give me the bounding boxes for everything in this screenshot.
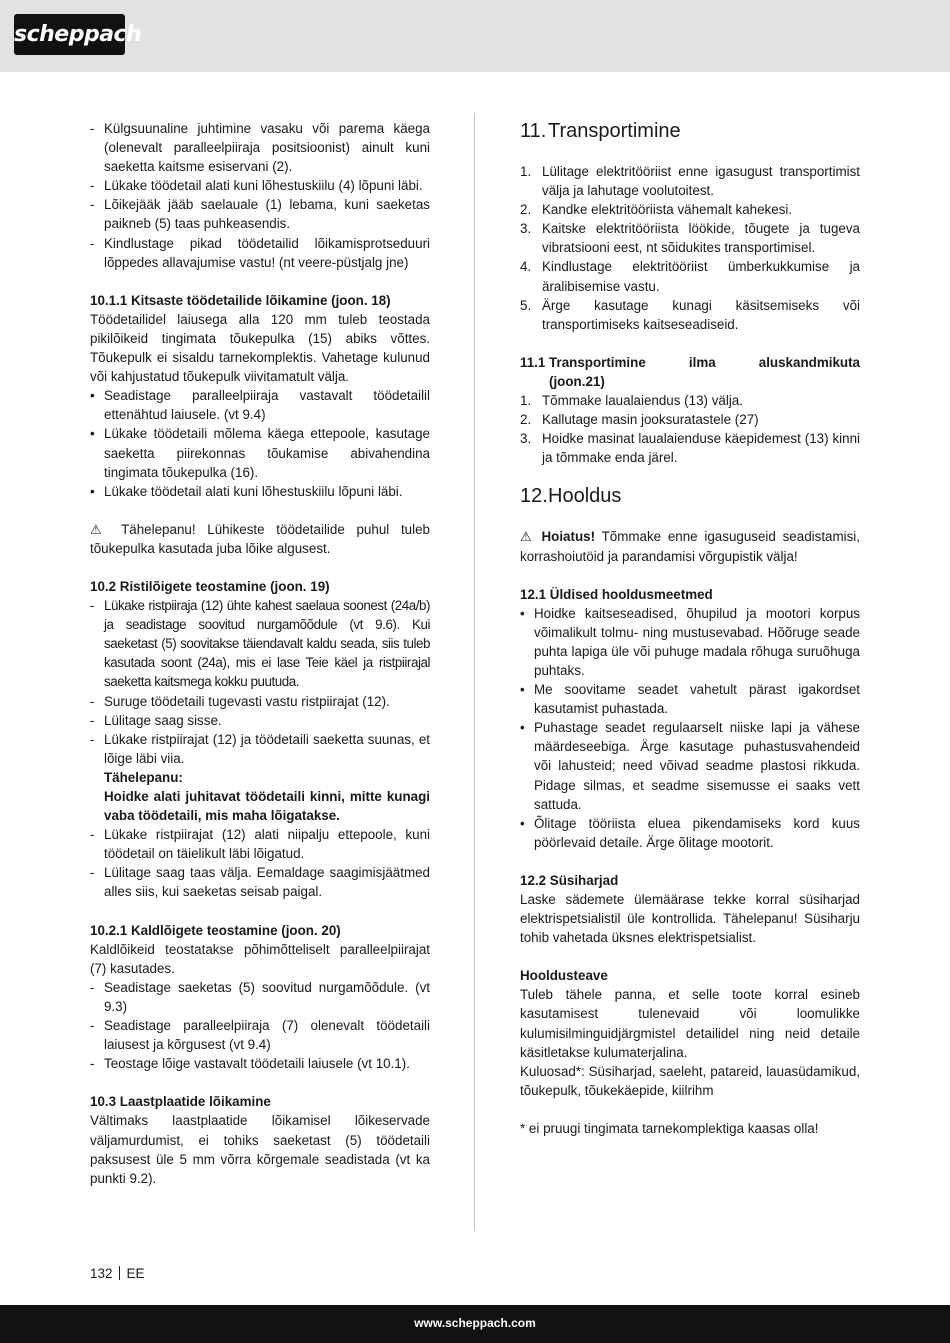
column-divider <box>474 113 475 1231</box>
list-item: • Puhastage seadet regulaarselt niiske lapi ja vähese määrdeseebiga. Ärge kasutage puhastusvahendeid või lahusteid; need võivad seadme plastosi rikkuda. Pidage silmas, et seadme sisemusse ei saaks vett sattuda. <box>520 718 860 813</box>
list-item: - Lükake ristpiirajat (12) ja töödetaili saeketta suunas, et lõige läbi viia. <box>90 730 430 768</box>
section-heading-10-1-1: 10.1.1 Kitsaste töödetailide lõikamine (joon. 18) <box>90 292 391 308</box>
heading-line-2: (joon.21) <box>549 373 605 389</box>
intro-list <box>90 119 430 272</box>
bullet-list <box>90 386 430 501</box>
list-item: • Õlitage tööriista eluea pikendamiseks kord kuus pöörlevaid detaile. Ärge õlitage mootorit. <box>520 814 860 852</box>
section-heading-12-1: 12.1 Üldised hooldusmeetmed <box>520 586 713 602</box>
heading-word: ilma <box>688 354 716 370</box>
list-item: 4. Kindlustage elektritööriist ümberkukkumise ja äralibisemise vastu. <box>520 257 860 295</box>
section-heading-10-3: 10.3 Laastplaatide lõikamine <box>90 1094 271 1110</box>
warning-text: Tõmmake enne igasuguseid seadistamisi, korrashoiutöid ja parandamisi võrgupistik välja! <box>520 529 861 564</box>
warning-note <box>520 527 860 565</box>
section-title: Hooldus <box>548 485 622 508</box>
list-item: - Seadistage saeketas (5) soovitud nurgamõõdule. (vt 9.3) <box>90 978 430 1016</box>
list-item: 2. Kallutage masin jooksuratastele (27) <box>520 410 860 429</box>
list-item: • Hoidke kaitseseadised, õhupilud ja mootori korpus võimalikult tolmu- ning mustusevabad. Hõõruge seade puhta lapiga üle või puhuge madala rõhuga suruõhuga puhtaks. <box>520 604 860 680</box>
section-heading-10-2: 10.2 Ristilõigete teostamine (joon. 19) <box>90 578 330 594</box>
note-text: Hoidke alati juhitavat töödetaili kinni, mitte kunagi vaba töödetaili, mis maha lõigatakse. <box>104 789 430 824</box>
list-item: • Lükake töödetaili mõlema käega ettepoole, kasutage saeketta piirekonnas tõukamise abivahendina tingimata tõukepulka (16). <box>90 424 430 481</box>
paragraph: Kaldlõikeid teostatakse põhimõtteliselt paralleelpiirajat (7) kasutades. <box>90 941 430 976</box>
left-column <box>90 119 430 1188</box>
warning-text: Tähelepanu! Lühikeste töödetailide puhul tuleb tõukepulka kasutada juba lõike algusest. <box>90 521 430 556</box>
list-item: 2. Kandke elektritööriista vähemalt kahekesi. <box>520 200 860 219</box>
list-item: - Lükake ristpiirajat (12) alati niipalju ettepoole, kuni töödetail on täielikult läbi lõigatud. <box>90 825 430 863</box>
warning-icon: ⚠ <box>520 529 535 545</box>
list-item: • Lükake töödetail alati kuni lõhestuskiilu lõpuni läbi. <box>90 482 430 501</box>
list-item: - Kindlustage pikad töödetailid lõikamisprotseduuri lõppedes allavajumise vastu! (nt veere-püstjalg jne) <box>90 234 430 272</box>
paragraph: Laske sädemete ülemäärase tekke korral süsiharjad elektrispetsialistil üle kontrollida. Tähelepanu! Süsiharju tohib vahetada üksnes elektrispetsialist. <box>520 892 860 946</box>
list-item: • Me soovitame seadet vahetult pärast igakordset kasutamist puhastada. <box>520 680 860 718</box>
list-item: 3. Kaitske elektritööriista löökide, tõugete ja tugeva vibratsiooni eest, nt sõidukites transportimisel. <box>520 219 860 257</box>
section-heading-11 <box>520 119 860 143</box>
numbered-list <box>520 162 860 334</box>
list-item: 1. Lülitage elektritööriist enne igasugust transportimist välja ja lahutage voolutoitest. <box>520 162 860 200</box>
list-item: - Suruge töödetaili tugevasti vastu ristpiirajat (12). <box>90 692 430 711</box>
dash-list <box>90 596 430 768</box>
section-heading-10-2-1: 10.2.1 Kaldlõigete teostamine (joon. 20) <box>90 922 341 938</box>
paragraph: Töödetailidel laiusega alla 120 mm tuleb teostada pikilõikeid tingimata tõukepulka (15) abiks võttes. Tõukepulk ei sisaldu tarnekomplektis. Vahetage kulunud või kahjustatud tõukepulk viivitamatult välja. <box>90 311 430 385</box>
heading-word: 11.1 Transportimine <box>520 354 646 370</box>
section-heading-12-2: 12.2 Süsiharjad <box>520 872 619 888</box>
list-item: - Lõikejääk jääb saelauale (1) lebama, kuni saeketas paikneb (5) taas puhkeasendis. <box>90 195 430 233</box>
section-number: 12. <box>520 485 548 508</box>
maintenance-info-heading: Hooldusteave <box>520 968 608 984</box>
paragraph: Vältimaks laastplaatide lõikamisel lõikeservade väljamurdumist, ei tohiks saeketast (5) töödetaili paksusest üle 5 mm võrra kõrgemale seadistada (vt ka punkti 9.2). <box>90 1113 430 1186</box>
footnote: * ei pruugi tingimata tarnekomplektiga kaasas olla! <box>520 1120 819 1136</box>
warning-note <box>90 520 430 558</box>
website-link[interactable]: www.scheppach.com <box>414 1316 536 1330</box>
language-code: EE <box>126 1266 145 1281</box>
warning-icon: ⚠ <box>90 521 110 537</box>
section-heading-12 <box>520 484 860 508</box>
list-item: 1. Tõmmake laualaiendus (13) välja. <box>520 391 860 410</box>
list-item: - Lülitage saag sisse. <box>90 711 430 730</box>
list-item: - Teostage lõige vastavalt töödetaili laiusele (vt 10.1). <box>90 1054 430 1073</box>
dash-list <box>90 978 430 1073</box>
dash-list <box>90 825 430 901</box>
page-footer <box>90 1264 145 1283</box>
list-item: • Seadistage paralleelpiiraja vastavalt töödetailil ettenähtud laiusele. (vt 9.4) <box>90 386 430 424</box>
section-number: 11. <box>520 120 547 142</box>
list-item: - Külgsuunaline juhtimine vasaku või parema käega (olenevalt paralleelpiiraja positsioonist) ainult kuni saeketta kaitsme esiservani (2). <box>90 119 430 176</box>
paragraph: Tuleb tähele panna, et selle toote korral esineb kasutamisest tulenevaid või loomulikke kulumisilminguidjärgmistel detailidel ning neid detaile käsitletakse kulumaterjalina. <box>520 987 860 1060</box>
scheppach-logo: scheppach <box>14 14 125 55</box>
list-item: - Lükake ristpiiraja (12) ühte kahest saelaua soonest (24a/b) ja seadistage soovitud nurgamõõdule (vt 9.6). Kui saeketast (5) soovitakse täiendavalt kaldu seada, siis tuleb kasutada soont (24a), mis ei lase Teie käel ja ristpiirajal saeketta kaitsmega kokku puutuda. <box>90 596 430 691</box>
note-title: Tähelepanu: <box>104 769 183 785</box>
section-heading-11-1 <box>520 353 860 372</box>
paragraph: Kuluosad*: Süsiharjad, saeleht, patareid, lauasüdamikud, tõukepulk, tõukekäepide, kiilrihm <box>520 1063 860 1098</box>
heading-word: aluskandmikuta <box>758 354 860 370</box>
bullet-list <box>520 604 860 852</box>
warning-label: Hoiatus! <box>541 529 596 545</box>
separator <box>119 1266 120 1280</box>
list-item: 3. Hoidke masinat laualaienduse käepidemest (13) kinni ja tõmmake enda järel. <box>520 429 860 467</box>
list-item: 5. Ärge kasutage kunagi käsitsemiseks või transportimiseks kaitseseadiseid. <box>520 296 860 334</box>
section-title: Transportimine <box>548 120 681 142</box>
numbered-list <box>520 391 860 467</box>
list-item: - Lülitage saag taas välja. Eemaldage saagimisjäätmed alles siis, kui saeketas seisab paigal. <box>90 863 430 901</box>
right-column <box>520 119 860 1138</box>
bottom-bar <box>0 1305 950 1343</box>
list-item: - Lükake töödetail alati kuni lõhestuskiilu (4) lõpuni läbi. <box>90 176 430 195</box>
list-item: - Seadistage paralleelpiiraja (7) olenevalt töödetaili laiusest ja kõrgusest (vt 9.4) <box>90 1016 430 1054</box>
page-number: 132 <box>90 1266 113 1281</box>
header-bar <box>0 0 950 72</box>
